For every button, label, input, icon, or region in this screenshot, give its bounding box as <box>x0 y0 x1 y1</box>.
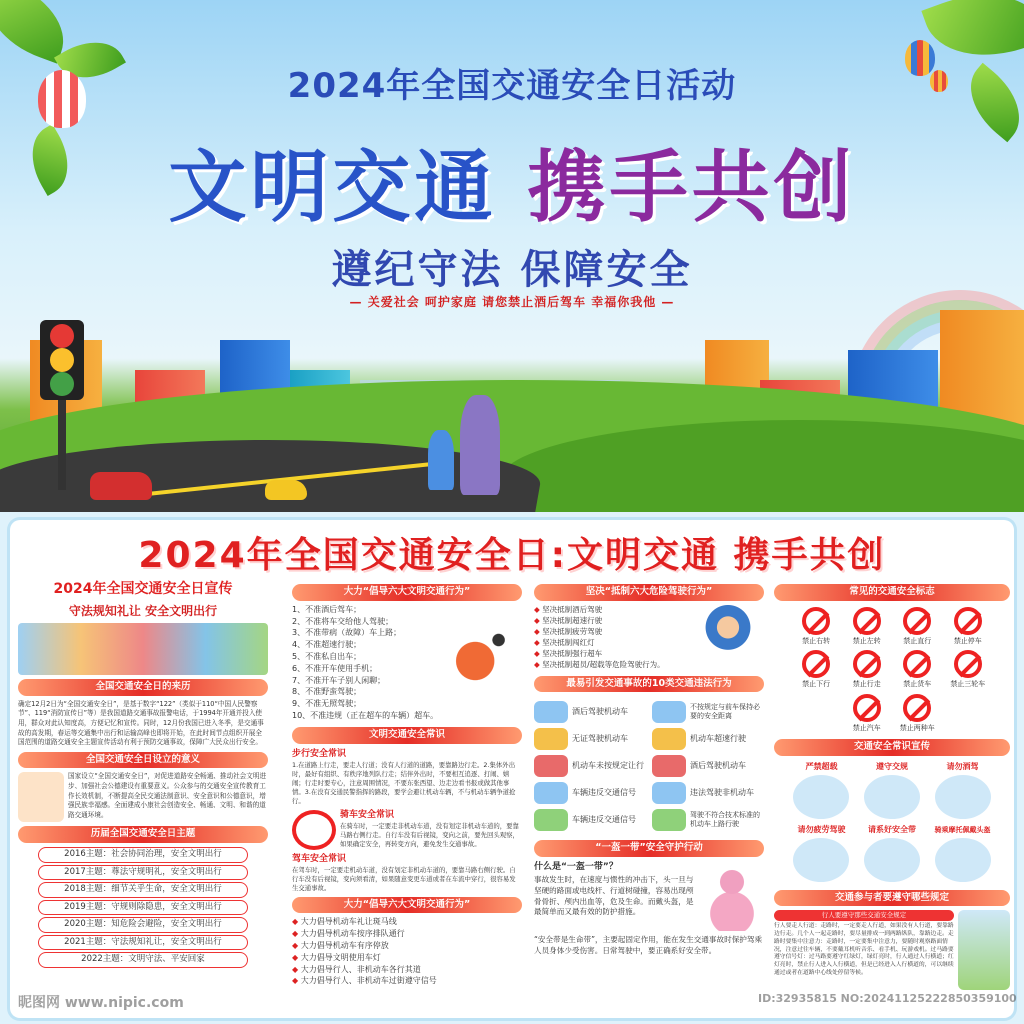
board-title: 2024年全国交通安全日:文明交通 携手共创 <box>138 535 886 576</box>
sleepy-car-icon <box>793 838 849 882</box>
helmet-icon <box>935 838 991 882</box>
section-header: 全国交通安全日设立的意义 <box>18 752 268 769</box>
violation-row: 不按规定与前车保持必要的安全距离 <box>652 701 764 723</box>
rule-item: 4、不准超速行驶； <box>292 640 362 650</box>
violation-row: 驾驶不符合技术标准的机动车上路行驶 <box>652 809 764 831</box>
no-car-sign-icon: 禁止汽车 <box>844 694 890 733</box>
crossing-illustration <box>958 910 1010 990</box>
tagline: — 关爱社会 呵护家庭 请您禁止酒后驾车 幸福你我他 — <box>349 295 675 309</box>
section-header: 全国交通安全日的来历 <box>18 679 268 696</box>
theme-item: 2020主题：知危险会避险，安全文明出行 <box>38 917 248 932</box>
theme-item: 2017主题：尊法守规明礼，安全文明出行 <box>38 865 248 880</box>
resist-item: ◆ 坚决抵制疲劳驾驶 <box>534 627 704 637</box>
no-straight-sign-icon: 禁止直行 <box>894 607 940 646</box>
act-item: ◆ 大力倡导机动车按序排队通行 <box>292 929 522 940</box>
theme-item: 2018主题：细节关乎生命，安全文明出行 <box>38 882 248 897</box>
tip-card: 请勿酒驾 <box>932 762 994 821</box>
column-dangers <box>534 580 764 956</box>
resist-item: ◆ 坚决抵制超员/超载等危险驾驶行为。 <box>534 660 704 670</box>
walk-safety-text: 1.在道路上行走，要走人行道；没有人行道的道路，要靠路边行走。2.集体外出时，最好有组织、有秩序地列队行走；结伴外出时，不要相互追逐、打闹、嬉闹；行走时要专心，注意周围情况，不要东张西望、边走边看书报或做其他事情。3.在没有交通民警指挥的路段，要学会避让机动车辆，不与机动车辆争道抢行。 <box>292 760 516 805</box>
section-header: 历届全国交通安全日主题 <box>18 826 268 843</box>
column-history <box>18 580 268 970</box>
no-left-turn-sign-icon: 禁止左转 <box>844 607 890 646</box>
violation-row: 机动车未按规定让行 <box>534 755 646 777</box>
violation-row: 车辆违反交通信号 <box>534 782 646 804</box>
column-title: 2024年全国交通安全日宣传 <box>53 581 233 597</box>
helmet-text: 事故发生时，在速度与惯性的冲击下，头一旦与坚硬的路面或电线杆、行道树碰撞，容易出现颅骨骨折、颅内出血等，危及生命。而戴头盔，是最简单而又最有效的防护措施。 <box>534 875 694 917</box>
rules-list <box>292 605 444 723</box>
resist-item: ◆ 坚决抵制强行超车 <box>534 649 704 659</box>
overload-truck-icon <box>793 775 849 819</box>
car-icon <box>652 755 686 777</box>
traffic-light-icon <box>40 320 84 400</box>
tip-card: 骑乘摩托佩戴头盔 <box>932 825 994 884</box>
car-icon <box>534 782 568 804</box>
violation-row: 车辆违反交通信号 <box>534 809 646 831</box>
rule-item: 2、不准将车交给他人驾驶； <box>292 616 394 626</box>
act-item: ◆ 大力倡导机动车有序停放 <box>292 941 522 952</box>
walk-safety-title: 步行安全常识 <box>292 748 347 759</box>
origin-text: 确定12月2日为“全国交通安全日”，是基于数字“122”（类似于110“中国人民警察节”、119“消防宣传日”等）是我国道路交通事故报警电话，于1994年开通并投入使用，群众对此认知度高，方便记忆和宣传。同时，12月份我国已进入冬季，是交通事故的高发期，春运等交通集中出行和运输高峰也即将开始，在此时间节点组织开展全国范围的道路交通安全主题宣传活动有利于预防交通事故，保障广大民众出行安全。 <box>18 699 264 747</box>
no-pedestrian-sign-icon: 禁止行走 <box>844 650 890 689</box>
column-signs <box>774 580 1010 990</box>
child-figure <box>428 430 454 490</box>
bike-safety-title: 骑车安全常识 <box>340 809 395 820</box>
participant-rules-text: 行人要走人行道：走路时，一定要走人行道，如果没有人行道，要靠路边行走。几个人一起走路时，要尽量排成一到两路纵队，靠路边走。走路时要集中注意力：走路时，一定要集中注意力，要随时观察路面情况，注意过往车辆，不要戴耳机听音乐、看手机、玩游戏机。过马路要遵守信号灯：过马路要遵守红绿灯，绿灯亮时，行人通过人行横道；红灯亮时，禁止行人进入人行横道，但是已经进入人行横道的，可以继续通过或者在道路中心线处停留等候。 <box>774 923 954 976</box>
violation-row: 无证驾驶机动车 <box>534 728 646 750</box>
act-item: ◆ 大力倡导行人、非机动车过街遵守信号 <box>292 976 522 987</box>
crash-car-illustration <box>444 619 522 689</box>
bike-safety-text: 在骑车时，一定要走非机动车道，没有划定非机动车道的，要靠马路右侧行走。自行车没有后视镜，变向之前，要先回头观察，如果确定安全，再转变方向，避免发生交通事故。 <box>340 821 519 848</box>
tips-grid <box>774 760 1010 886</box>
section-header: 大力“倡导六大文明交通行为” <box>292 897 522 914</box>
acts-list <box>292 917 522 987</box>
violation-row: 违法驾驶非机动车 <box>652 782 764 804</box>
drive-safety-text: 在驾车时，一定要走机动车道，没有划定非机动车道的，要靠马路右侧行驶。自行车没有后视镜，变向须看清，如果随意变更车道或者在车流中穿行，很容易发生交通事故。 <box>292 865 516 892</box>
safety-illustration <box>18 772 64 822</box>
car-icon <box>652 809 686 831</box>
no-truck-sign-icon: 禁止货车 <box>894 650 940 689</box>
traffic-light-icon <box>864 775 920 819</box>
drunk-driver-illustration <box>704 605 764 661</box>
act-item: ◆ 大力倡导机动车礼让斑马线 <box>292 917 522 928</box>
resist-item: ◆ 坚决抵制超速行驶 <box>534 616 704 626</box>
car-icon <box>652 782 686 804</box>
act-item: ◆ 大力倡导行人、非机动车各行其道 <box>292 965 522 976</box>
yellow-car-icon <box>265 480 307 500</box>
watermark-site: 昵图网 www.nipic.com <box>18 995 184 1011</box>
rule-item: 3、不准带病（故障）车上路； <box>292 628 402 638</box>
column-behaviors <box>292 580 522 988</box>
sub-slogan: 遵纪守法 保障安全 <box>331 247 693 293</box>
violation-row: 酒后驾驶机动车 <box>652 755 764 777</box>
event-title: 2024年全国交通安全日活动 <box>287 66 737 106</box>
no-descending-sign-icon: 禁止下行 <box>793 650 839 689</box>
act-item: ◆ 大力倡导文明使用车灯 <box>292 953 522 964</box>
signs-grid <box>774 605 1010 735</box>
theme-item: 2019主题：守规则除隐患，安全文明出行 <box>38 900 248 915</box>
rule-item: 5、不准私自出车； <box>292 652 362 661</box>
resist-item: ◆ 坚决抵制酒后驾驶 <box>534 605 704 615</box>
section-header: 坚决“抵制六大危险驾驶行为” <box>534 584 764 601</box>
no-parking-sign-icon: 禁止停车 <box>945 607 991 646</box>
rule-item: 1、不准酒后驾车； <box>292 604 362 614</box>
no-tricycle-sign-icon: 禁止三轮车 <box>945 650 991 689</box>
violation-row: 酒后驾驶机动车 <box>534 701 646 723</box>
resist-item: ◆ 坚决抵制闯红灯 <box>534 638 704 648</box>
rule-item: 10、不准违规（正在超车的车辆）超车。 <box>292 710 439 720</box>
section-header: 最易引发交通事故的10类交通违法行为 <box>534 676 764 693</box>
car-icon <box>534 809 568 831</box>
car-icon <box>652 701 686 723</box>
section-header: 常见的交通安全标志 <box>774 584 1010 601</box>
rule-item: 6、不准开车使用手机； <box>292 663 378 673</box>
main-slogan-right: 携手共创 <box>527 143 856 233</box>
city-illustration <box>18 623 268 675</box>
drive-safety-title: 驾车安全常识 <box>292 853 347 864</box>
section-header: “一盔一带”安全守护行动 <box>534 840 764 857</box>
violation-row: 机动车超速行驶 <box>652 728 764 750</box>
drunk-car-icon <box>935 775 991 819</box>
theme-item: 2016主题：社会协同治理，安全文明出行 <box>38 847 248 862</box>
car-icon <box>534 728 568 750</box>
tip-card: 严禁超载 <box>790 762 852 821</box>
theme-item: 2022主题：文明守法、平安回家 <box>38 952 248 967</box>
rule-item: 8、不准野蛮驾驶； <box>292 687 362 697</box>
rule-item: 7、不准开车子别人闲聊； <box>292 675 386 685</box>
section-header: 交通安全常识宣传 <box>774 739 1010 756</box>
no-two-vehicles-sign-icon: 禁止两种车 <box>894 694 940 733</box>
theme-item: 2021主题：守法规知礼让，安全文明出行 <box>38 935 248 950</box>
tip-card: 请系好安全带 <box>861 825 923 884</box>
section-header: 大力“倡导六大文明交通行为” <box>292 584 522 601</box>
no-right-turn-sign-icon: 禁止右转 <box>793 607 839 646</box>
rules-pill: 行人要遵守那些交通安全规定 <box>774 910 954 921</box>
column-tagline: 守法规知礼让 安全文明出行 <box>68 603 218 618</box>
helmet-rider-illustration <box>700 861 764 931</box>
meaning-text: 国家设立“全国交通安全日”，对促进道路安全畅通、推动社会文明进步、加强社会公德建设有重要意义。公众参与的交通安全宣传教育工作长效机制，不断提高全民交通法制意识、安全意识和公德意识，增强民族幸福感。全面建成小康社会创造安全、畅通、文明、和谐的道路交通环境。 <box>68 772 267 819</box>
no-bike-sign-icon <box>292 810 336 850</box>
section-header: 交通参与者要遵守哪些规定 <box>774 890 1010 907</box>
helmet-question: 什么是“一盔一带”？ <box>534 862 618 873</box>
resist-list <box>534 605 704 672</box>
car-icon <box>534 701 568 723</box>
car-icon <box>652 728 686 750</box>
section-header: 文明交通安全常识 <box>292 727 522 744</box>
grandmother-figure <box>460 395 500 495</box>
red-car-icon <box>90 472 152 500</box>
seatbelt-icon <box>864 838 920 882</box>
tip-card: 遵守交规 <box>861 762 923 821</box>
main-slogan-left: 文明交通 <box>168 143 497 233</box>
belt-text: “安全带是生命带”，主要起固定作用，能在发生交通事故时保护驾乘人员身体少受伤害。日常驾驶中，要正确系好安全带。 <box>534 935 763 955</box>
main-slogan <box>0 125 1024 237</box>
car-icon <box>534 755 568 777</box>
watermark-id: ID:32935815 NO:20241125222850359100 <box>758 992 1017 1005</box>
tip-card: 请勿疲劳驾驶 <box>790 825 852 884</box>
rule-item: 9、不准无照驾驶； <box>292 699 362 709</box>
